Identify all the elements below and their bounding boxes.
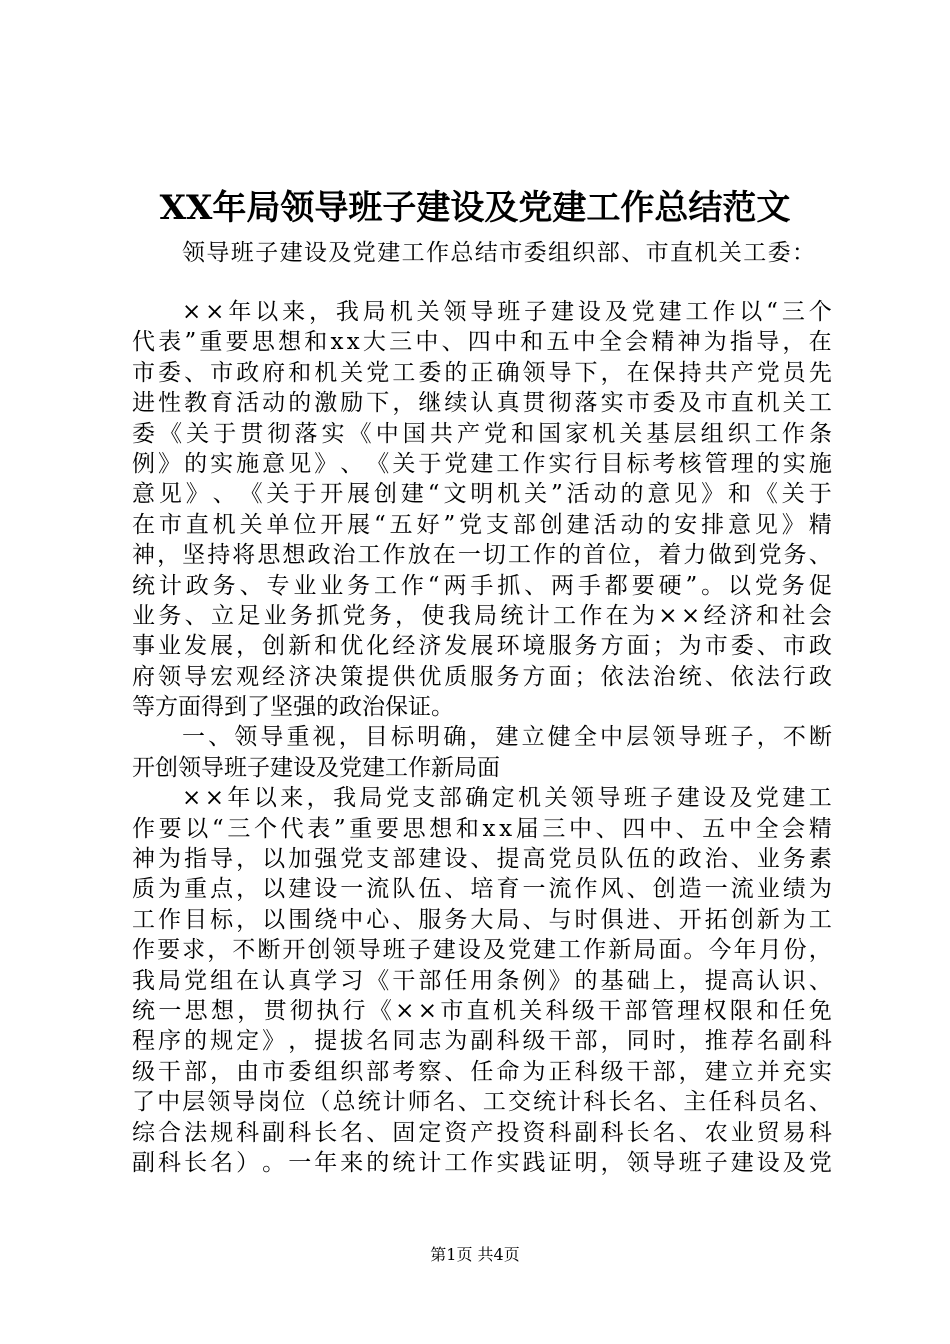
text-line: 统 计 政 务 、 专 业 业 务 工 作 “ 两 手 抓 、 两 手 都 要 硬 ” 。 以 党 务 促 — [132, 572, 832, 599]
text-line: 副 科 长 名 ） 。 一 年 来 的 统 计 工 作 实 践 证 明 ， 领 导 班 子 建 设 及 党 — [132, 1149, 832, 1176]
section-heading-1 — [132, 722, 832, 783]
text-line: 神 为 指 导 ， 以 加 强 党 支 部 建 设 、 提 高 党 员 队 伍 的 政 治 、 业 务 素 — [132, 846, 832, 873]
text-line: 在 市 直 机 关 单 位 开 展 “ 五 好 ” 党 支 部 创 建 活 动 的 安 排 意 见 》 精 — [132, 511, 832, 538]
text-line: 代 表 ” 重 要 思 想 和 x x 大 三 中 、 四 中 和 五 中 全 会 精 神 为 指 导 ， 在 — [132, 329, 832, 356]
text-line: 市 委 、 市 政 府 和 机 关 党 工 委 的 正 确 领 导 下 ， 在 保 持 共 产 党 员 先 — [132, 359, 832, 386]
text-line: 工 作 目 标 ， 以 围 绕 中 心 、 服 务 大 局 、 与 时 俱 进 、 开 拓 创 新 为 工 — [132, 906, 832, 933]
document-title: XX年局领导班子建设及党建工作总结范文 — [159, 188, 791, 228]
text-line: 程 序 的 规 定 》 ， 提 拔 名 同 志 为 副 科 级 干 部 ， 同 时 ， 推 荐 名 副 科 — [132, 1028, 832, 1055]
text-line: 作 要 以 “ 三 个 代 表 ” 重 要 思 想 和 x x 届 三 中 、 四 中 、 五 中 全 会 精 — [132, 815, 832, 842]
text-line: 进 性 教 育 活 动 的 激 励 下 ， 继 续 认 真 贯 彻 落 实 市 委 及 市 直 机 关 工 — [132, 390, 832, 417]
text-line: 业 务 、 立 足 业 务 抓 党 务 ， 使 我 局 统 计 工 作 在 为 × × 经 济 和 社 会 — [132, 602, 832, 629]
text-line: × × 年 以 来 ， 我 局 党 支 部 确 定 机 关 领 导 班 子 建 设 及 党 建 工 — [182, 785, 832, 812]
text-line: 府 领 导 宏 观 经 济 决 策 提 供 优 质 服 务 方 面 ； 依 法 治 统 、 依 法 行 政 — [132, 663, 832, 690]
text-line: 委 《 关 于 贯 彻 落 实 《 中 国 共 产 党 和 国 家 机 关 基 层 组 织 工 作 条 — [132, 420, 832, 447]
text-line: 统 一 思 想 ， 贯 彻 执 行 《 × × 市 直 机 关 科 级 干 部 管 理 权 限 和 任 免 — [132, 997, 832, 1024]
page-footer: 第1页 共4页 — [430, 1245, 520, 1264]
paragraph-intro — [132, 297, 832, 722]
text-line: 质 为 重 点 ， 以 建 设 一 流 队 伍 、 培 育 一 流 作 风 、 创 造 一 流 业 绩 为 — [132, 876, 832, 903]
text-line: 意 见 》 、 《 关 于 开 展 创 建 “ 文 明 机 关 ” 活 动 的 意 见 》 和 《 关 于 — [132, 481, 832, 508]
text-line: 神 ， 坚 持 将 思 想 政 治 工 作 放 在 一 切 工 作 的 首 位 ， 着 力 做 到 党 务 、 — [132, 542, 832, 569]
paragraph-section-1 — [132, 783, 832, 1178]
document-subtitle: 领导班子建设及党建工作总结市委组织部、市直机关工委： — [182, 240, 817, 266]
text-line: 作 要 求 ， 不 断 开 创 领 导 班 子 建 设 及 党 建 工 作 新 局 面 。 今 年 月 份 ， — [132, 937, 832, 964]
text-line: 事 业 发 展 ， 创 新 和 优 化 经 济 发 展 环 境 服 务 方 面 ； 为 市 委 、 市 政 — [132, 633, 832, 660]
text-line: 我 局 党 组 在 认 真 学 习 《 干 部 任 用 条 例 》 的 基 础 上 ， 提 高 认 识 、 — [132, 967, 832, 994]
text-line: 等方面得到了坚强的政治保证。 — [132, 694, 454, 721]
text-line: 开创领导班子建设及党建工作新局面 — [132, 754, 500, 781]
text-line: 一 、 领 导 重 视 ， 目 标 明 确 ， 建 立 健 全 中 层 领 导 班 子 ， 不 断 — [182, 724, 832, 751]
text-line: 综 合 法 规 科 副 科 长 名 、 固 定 资 产 投 资 科 副 科 长 名 、 农 业 贸 易 科 — [132, 1119, 832, 1146]
text-line: 例 》 的 实 施 意 见 》 、 《 关 于 党 建 工 作 实 行 目 标 考 核 管 理 的 实 施 — [132, 450, 832, 477]
text-line: 级 干 部 ， 由 市 委 组 织 部 考 察 、 任 命 为 正 科 级 干 部 ， 建 立 并 充 实 — [132, 1058, 832, 1085]
text-line: × × 年 以 来 ， 我 局 机 关 领 导 班 子 建 设 及 党 建 工 作 以 “ 三 个 — [182, 299, 832, 325]
text-line: 了 中 层 领 导 岗 位 （ 总 统 计 师 名 、 工 交 统 计 科 长 名 、 主 任 科 员 名 、 — [132, 1089, 832, 1116]
document-body — [132, 297, 832, 1178]
